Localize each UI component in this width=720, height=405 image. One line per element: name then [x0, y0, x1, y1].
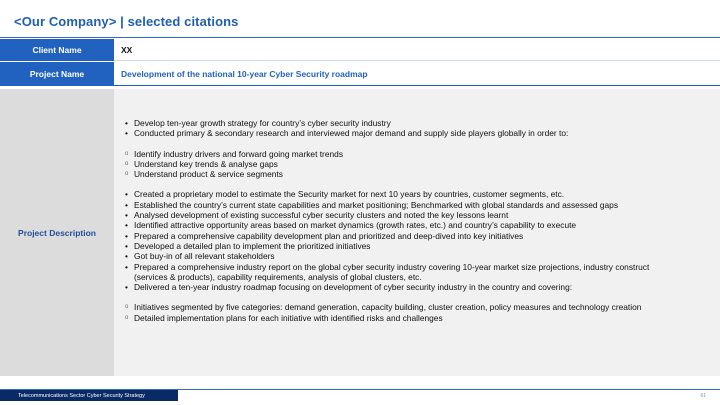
bullet-text: Created a proprietary model to estimate the Security market for next 10 years by countries, customer segments, etc.: [134, 189, 565, 200]
project-name-label: Project Name: [0, 62, 114, 86]
title-divider: [0, 37, 720, 38]
client-row: [0, 39, 720, 61]
sub-bullet-item: o Initiatives segmented by five categories: demand generation, capacity building, cluster creation, policy measures and technology creation: [125, 302, 642, 313]
bullet-item: • Created a proprietary model to estimate the Security market for next 10 years by countries, customer segments, etc.: [125, 189, 565, 200]
bullet-item: • Got buy-in of all relevant stakeholders: [125, 251, 275, 262]
bullet-text: Prepared a comprehensive capability development plan and prioritized and deep-dived into key initiatives: [134, 230, 524, 241]
bullet-item: • Develop ten-year growth strategy for country’s cyber security industry: [125, 118, 391, 128]
bullet-item: • Analysed development of existing successful cyber security clusters and noted the key lessons learnt: [125, 210, 509, 221]
bullet-item: • Developed a detailed plan to implement the prioritized initiatives: [125, 240, 371, 251]
footer-section-tag: Telecommunications Sector Cyber Security Strategy: [0, 390, 178, 401]
project-description-label: Project Description: [0, 89, 114, 376]
page-number: 61: [700, 393, 706, 399]
bullet-text: Got buy-in of all relevant stakeholders: [134, 251, 275, 262]
page-title: <Our Company> | selected citations: [14, 14, 239, 29]
bullet-text: Identified attractive opportunity areas based on market dynamics (growth rates, etc.) and country’s capability to execute: [134, 220, 577, 231]
bullet-text: Conducted primary & secondary research and interviewed major demand and supply side players globally in order to:: [134, 128, 569, 139]
project-description-body: [114, 89, 720, 376]
bullet-item: • Identified attractive opportunity areas based on market dynamics (growth rates, etc.) and country’s capability to execute: [125, 220, 577, 231]
client-name-value: XX: [114, 39, 720, 61]
sub-bullet-text: Understand product & service segments: [134, 169, 283, 180]
bullet-text: Analysed development of existing successful cyber security clusters and noted the key lessons learnt: [134, 210, 509, 221]
project-row: [0, 62, 720, 86]
sub-bullet-item: o Identify industry drivers and forward going market trends: [125, 148, 344, 159]
bullet-text: (services & products), capability requirements, analysis of global clusters, etc.: [134, 271, 422, 282]
bullet-item: • Established the country’s current state capabilities and market positioning; Benchmarked with global standards and assessed gaps: [125, 199, 619, 210]
sub-bullet-item: o Understand key trends & analyse gaps: [125, 158, 278, 169]
sub-bullet-item: o Understand product & service segments: [125, 169, 283, 180]
bullet-text: Established the country’s current state capabilities and market positioning; Benchmarked with global standards and assessed gaps: [134, 199, 619, 210]
bullet-text: Delivered a ten-year industry roadmap focusing on development of cyber security industry in the country and covering:: [134, 282, 573, 293]
bullet-continuation: [125, 272, 720, 282]
project-name-value: Development of the national 10-year Cyber Security roadmap: [114, 62, 720, 86]
client-name-label: Client Name: [0, 39, 114, 61]
sub-bullet-text: Initiatives segmented by five categories: demand generation, capacity building, cluster creation, policy measures and technology creation: [134, 302, 642, 313]
bullet-text: Develop ten-year growth strategy for country’s cyber security industry: [134, 118, 391, 128]
sub-bullet-item: o Detailed implementation plans for each initiative with identified risks and challenges: [125, 312, 443, 323]
bullet-text: Developed a detailed plan to implement the prioritized initiatives: [134, 240, 371, 251]
bullet-item: • Delivered a ten-year industry roadmap focusing on development of cyber security industry in the country and covering:: [125, 282, 573, 293]
sub-bullet-text: Understand key trends & analyse gaps: [134, 158, 278, 169]
description-row: [0, 89, 720, 376]
sub-bullet-text: Detailed implementation plans for each initiative with identified risks and challenges: [134, 312, 443, 323]
bullet-item: • Prepared a comprehensive industry report on the global cyber security industry covering 10-year market size projections, industry construct: [125, 261, 650, 272]
sub-bullet-text: Identify industry drivers and forward going market trends: [134, 148, 344, 159]
bullet-item: • Conducted primary & secondary research and interviewed major demand and supply side players globally in order to:: [125, 128, 569, 139]
bullet-item: • Prepared a comprehensive capability development plan and prioritized and deep-dived into key initiatives: [125, 230, 524, 241]
bullet-text: Prepared a comprehensive industry report on the global cyber security industry covering 10-year market size projections, industry construct: [134, 261, 650, 272]
